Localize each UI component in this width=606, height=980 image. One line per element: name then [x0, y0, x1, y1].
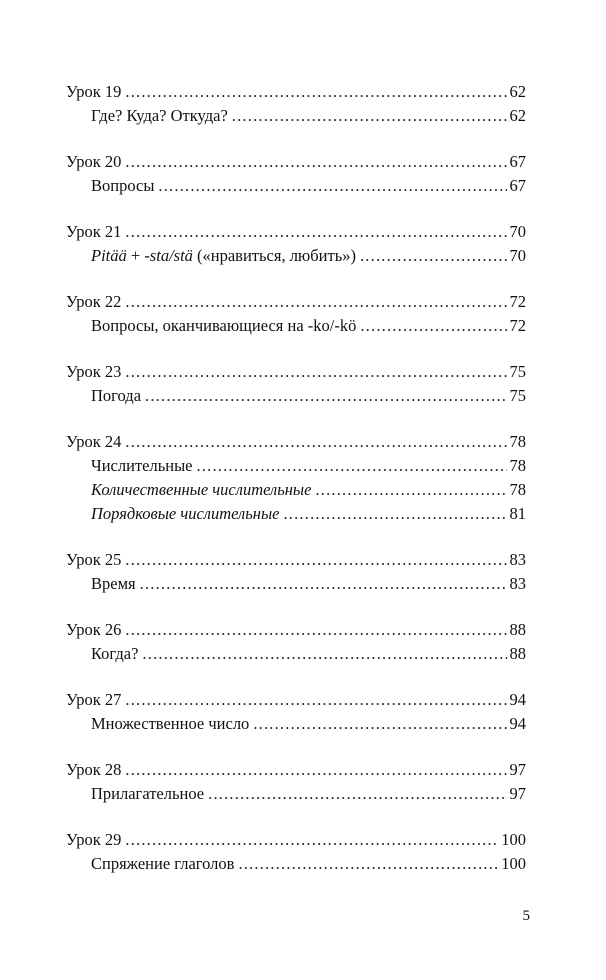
title-fragment: Где? Куда? Откуда?: [91, 106, 228, 125]
subentry-title: [91, 782, 204, 806]
toc-subentry: [66, 712, 526, 736]
toc-group: [66, 360, 526, 408]
lesson-title: Урок 26: [66, 620, 122, 639]
dot-leader: [125, 618, 506, 642]
title-fragment: Числительные: [91, 456, 193, 475]
page-ref: 94: [509, 690, 526, 709]
lesson-title: Урок 23: [66, 362, 122, 381]
dot-leader: [253, 712, 506, 736]
page-ref: 88: [509, 620, 526, 639]
toc-subentry: [66, 642, 526, 666]
title-fragment: («нравиться, любить»): [192, 246, 356, 265]
toc-group: [66, 548, 526, 596]
subentry-title: [91, 454, 192, 478]
title-fragment: Множественное число: [91, 714, 250, 733]
subentry-title: [91, 642, 138, 666]
page-ref: 75: [509, 386, 526, 405]
dot-leader: [196, 454, 506, 478]
page-ref: 75: [509, 362, 526, 381]
toc-group: [66, 430, 526, 526]
subentry-title: [91, 478, 311, 502]
toc-group: [66, 150, 526, 198]
lesson-title: Урок 28: [66, 760, 122, 779]
toc-lesson-entry: [66, 688, 526, 712]
title-fragment: Вопросы, оканчивающиеся на -ko/-kö: [91, 316, 357, 335]
dot-leader: [125, 688, 506, 712]
subentry-title: [91, 502, 279, 526]
title-fragment: Время: [91, 574, 136, 593]
dot-leader: [125, 430, 506, 454]
toc-subentry: [66, 572, 526, 596]
dot-leader: [125, 150, 506, 174]
dot-leader: [360, 244, 507, 268]
lesson-title: Урок 27: [66, 690, 122, 709]
dot-leader: [315, 478, 506, 502]
toc-subentry: [66, 478, 526, 502]
page-ref: 78: [509, 480, 526, 499]
toc-subentry: [66, 314, 526, 338]
title-fragment: Погода: [91, 386, 142, 405]
page-ref: 67: [509, 152, 526, 171]
lesson-title: Урок 19: [66, 82, 122, 101]
subentry-title: [91, 314, 356, 338]
dot-leader: [142, 642, 506, 666]
page-ref: 72: [509, 292, 526, 311]
title-fragment: Pitää: [91, 246, 127, 265]
title-fragment: Порядковые числительные: [91, 504, 280, 523]
toc-lesson-entry: [66, 220, 526, 244]
toc-subentry: [66, 244, 526, 268]
page-ref: 72: [509, 316, 526, 335]
page-ref: 78: [509, 456, 526, 475]
page-ref: 62: [509, 106, 526, 125]
subentry-title: [91, 712, 249, 736]
toc-lesson-entry: [66, 150, 526, 174]
toc-group: [66, 828, 526, 876]
dot-leader: [125, 548, 506, 572]
lesson-title: Урок 22: [66, 292, 122, 311]
toc-lesson-entry: [66, 618, 526, 642]
lesson-title: Урок 21: [66, 222, 122, 241]
toc-lesson-entry: [66, 360, 526, 384]
title-fragment: +: [126, 246, 145, 265]
dot-leader: [125, 758, 506, 782]
lesson-title: Урок 29: [66, 830, 122, 849]
page-ref: 100: [501, 854, 526, 873]
page-ref: 70: [509, 246, 526, 265]
subentry-title: [91, 852, 234, 876]
page-ref: 94: [509, 714, 526, 733]
title-fragment: -sta/stä: [144, 246, 193, 265]
page-ref: 83: [509, 574, 526, 593]
toc-group: [66, 220, 526, 268]
dot-leader: [140, 572, 507, 596]
toc-subentry: [66, 852, 526, 876]
toc-group: [66, 688, 526, 736]
toc-subentry: [66, 782, 526, 806]
toc-subentry: [66, 502, 526, 526]
table-of-contents: [66, 80, 526, 898]
page-ref: 81: [509, 504, 526, 523]
toc-subentry: [66, 454, 526, 478]
page-ref: 62: [509, 82, 526, 101]
dot-leader: [283, 502, 506, 526]
toc-lesson-entry: [66, 80, 526, 104]
lesson-title: Урок 25: [66, 550, 122, 569]
dot-leader: [125, 360, 506, 384]
toc-lesson-entry: [66, 430, 526, 454]
subentry-title: [91, 104, 228, 128]
dot-leader: [208, 782, 506, 806]
toc-subentry: [66, 104, 526, 128]
dot-leader: [125, 290, 506, 314]
dot-leader: [238, 852, 498, 876]
toc-lesson-entry: [66, 828, 526, 852]
page-ref: 78: [509, 432, 526, 451]
toc-group: [66, 290, 526, 338]
dot-leader: [158, 174, 506, 198]
subentry-title: [91, 174, 154, 198]
dot-leader: [125, 828, 498, 852]
page-ref: 70: [509, 222, 526, 241]
dot-leader: [360, 314, 506, 338]
title-fragment: Количественные числительные: [91, 480, 312, 499]
toc-lesson-entry: [66, 758, 526, 782]
dot-leader: [232, 104, 507, 128]
toc-lesson-entry: [66, 290, 526, 314]
subentry-title: [91, 384, 141, 408]
dot-leader: [145, 384, 506, 408]
toc-group: [66, 758, 526, 806]
title-fragment: Когда?: [91, 644, 139, 663]
lesson-title: Урок 24: [66, 432, 122, 451]
page-ref: 67: [509, 176, 526, 195]
toc-group: [66, 618, 526, 666]
dot-leader: [125, 220, 506, 244]
subentry-title: [91, 244, 356, 268]
toc-subentry: [66, 384, 526, 408]
toc-subentry: [66, 174, 526, 198]
title-fragment: Спряжение глаголов: [91, 854, 235, 873]
page-ref: 83: [509, 550, 526, 569]
title-fragment: Вопросы: [91, 176, 155, 195]
title-fragment: Прилагательное: [91, 784, 205, 803]
page-number: 5: [522, 908, 530, 924]
toc-lesson-entry: [66, 548, 526, 572]
page-ref: 97: [509, 784, 526, 803]
toc-group: [66, 80, 526, 128]
page-ref: 88: [509, 644, 526, 663]
page-ref: 100: [501, 830, 526, 849]
subentry-title: [91, 572, 136, 596]
page-ref: 97: [509, 760, 526, 779]
lesson-title: Урок 20: [66, 152, 122, 171]
dot-leader: [125, 80, 506, 104]
